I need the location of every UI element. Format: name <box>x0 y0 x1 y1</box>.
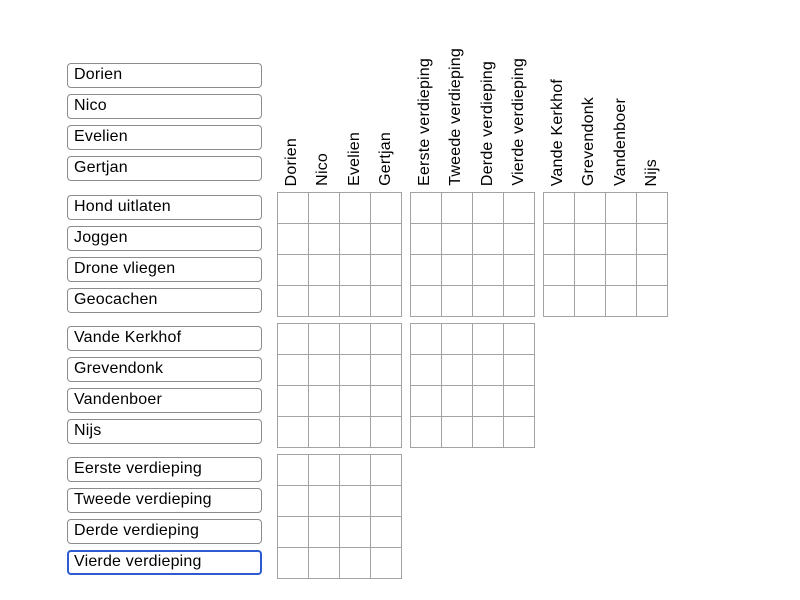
grid-cell[interactable] <box>473 255 503 285</box>
grid-cell[interactable] <box>606 255 636 285</box>
grid-cell[interactable] <box>575 193 605 223</box>
grid-cell[interactable] <box>411 255 441 285</box>
grid-row-activities <box>277 192 668 317</box>
row-label-input[interactable] <box>67 419 262 444</box>
grid-cell[interactable] <box>278 455 308 485</box>
column-header-label: Gertjan <box>376 132 394 186</box>
column-header-cell <box>277 138 308 186</box>
column-header-group-floors <box>410 48 535 186</box>
column-header-cell <box>543 79 574 186</box>
grid-cell[interactable] <box>278 193 308 223</box>
grid-cell[interactable] <box>637 224 667 254</box>
grid-cell[interactable] <box>340 417 370 447</box>
row-label-input[interactable] <box>67 226 262 251</box>
grid-cell[interactable] <box>606 286 636 316</box>
grid-cell[interactable] <box>371 286 401 316</box>
grid-cell[interactable] <box>473 224 503 254</box>
row-label-input[interactable] <box>67 94 262 119</box>
column-header-label: Derde verdieping <box>478 60 496 186</box>
column-header-label: Vande Kerkhof <box>549 78 567 186</box>
row-label-input[interactable] <box>67 288 262 313</box>
grid-cell[interactable] <box>340 517 370 547</box>
grid-cell[interactable] <box>278 355 308 385</box>
grid-cell[interactable] <box>504 386 534 416</box>
grid-cell[interactable] <box>371 355 401 385</box>
grid-cell[interactable] <box>371 324 401 354</box>
grid-cell[interactable] <box>442 386 472 416</box>
column-header-cell <box>574 97 605 186</box>
grid-cell[interactable] <box>411 386 441 416</box>
grid-cell[interactable] <box>340 286 370 316</box>
grid-cell[interactable] <box>504 355 534 385</box>
grid-cell[interactable] <box>340 486 370 516</box>
grid-cell[interactable] <box>340 193 370 223</box>
column-header-cell <box>441 48 472 186</box>
grid-cell[interactable] <box>637 255 667 285</box>
grid-cell[interactable] <box>544 255 574 285</box>
grid-cell[interactable] <box>473 355 503 385</box>
row-label-input[interactable] <box>67 519 262 544</box>
column-header-label: Nico <box>314 153 332 186</box>
row-label-column-surnames <box>67 323 262 448</box>
grid-activities-x-surnames <box>543 192 668 317</box>
grid-cell[interactable] <box>340 548 370 578</box>
row-label-input[interactable] <box>67 326 262 351</box>
logic-grid-puzzle <box>67 15 668 579</box>
grid-cell[interactable] <box>309 517 339 547</box>
column-header-cell <box>308 153 339 186</box>
grid-cell[interactable] <box>473 193 503 223</box>
row-band-surnames <box>67 323 668 448</box>
grid-cell[interactable] <box>309 417 339 447</box>
grid-cell[interactable] <box>411 286 441 316</box>
grid-cell[interactable] <box>544 193 574 223</box>
row-label-input[interactable] <box>67 357 262 382</box>
row-band-floors <box>67 454 668 579</box>
grid-cell[interactable] <box>278 548 308 578</box>
grid-cell[interactable] <box>309 324 339 354</box>
grid-cell[interactable] <box>473 286 503 316</box>
grid-cell[interactable] <box>371 486 401 516</box>
grid-cell[interactable] <box>637 286 667 316</box>
column-header-cell <box>371 132 402 186</box>
column-header-label: Dorien <box>283 137 301 186</box>
grid-cell[interactable] <box>309 548 339 578</box>
column-header-label: Vierde verdieping <box>509 58 527 186</box>
grid-cell[interactable] <box>278 386 308 416</box>
row-label-input[interactable] <box>67 388 262 413</box>
grid-cell[interactable] <box>309 255 339 285</box>
grid-cell[interactable] <box>371 517 401 547</box>
grid-cell[interactable] <box>340 324 370 354</box>
grid-surnames-x-floors <box>410 323 535 448</box>
column-header-cell <box>473 61 504 186</box>
column-header-label: Nijs <box>642 158 660 186</box>
column-header-label: Tweede verdieping <box>447 48 465 186</box>
grid-cell[interactable] <box>340 255 370 285</box>
grid-cell[interactable] <box>575 255 605 285</box>
grid-cell[interactable] <box>309 224 339 254</box>
top-left-label-column <box>67 63 262 181</box>
row-label-input[interactable] <box>67 550 262 575</box>
grid-cell[interactable] <box>504 324 534 354</box>
grid-cell[interactable] <box>504 193 534 223</box>
grid-cell[interactable] <box>278 417 308 447</box>
row-label-input[interactable] <box>67 195 262 220</box>
grid-cell[interactable] <box>473 324 503 354</box>
grid-cell[interactable] <box>575 224 605 254</box>
grid-cell[interactable] <box>371 455 401 485</box>
grid-cell[interactable] <box>309 286 339 316</box>
row-label-input[interactable] <box>67 457 262 482</box>
column-header-cell <box>410 58 441 186</box>
grid-cell[interactable] <box>278 324 308 354</box>
grid-cell[interactable] <box>371 255 401 285</box>
grid-cell[interactable] <box>473 386 503 416</box>
column-header-label: Grevendonk <box>580 96 598 186</box>
grid-cell[interactable] <box>309 386 339 416</box>
grid-cell[interactable] <box>371 224 401 254</box>
grid-cell[interactable] <box>442 286 472 316</box>
grid-cell[interactable] <box>411 324 441 354</box>
grid-cell[interactable] <box>442 255 472 285</box>
grid-cell[interactable] <box>504 255 534 285</box>
grid-row-surnames <box>277 323 535 448</box>
grid-cell[interactable] <box>411 193 441 223</box>
grid-activities-x-names <box>277 192 402 317</box>
row-label-input[interactable] <box>67 257 262 282</box>
grid-cell[interactable] <box>606 193 636 223</box>
grid-cell[interactable] <box>340 386 370 416</box>
grid-cell[interactable] <box>371 386 401 416</box>
column-header-group-surnames <box>543 48 668 186</box>
grid-cell[interactable] <box>544 224 574 254</box>
grid-cell[interactable] <box>442 355 472 385</box>
column-header-label: Evelien <box>345 132 363 186</box>
row-label-input[interactable] <box>67 156 262 181</box>
grid-cell[interactable] <box>442 224 472 254</box>
grid-cell[interactable] <box>309 486 339 516</box>
grid-cell[interactable] <box>473 417 503 447</box>
grid-cell[interactable] <box>371 548 401 578</box>
grid-cell[interactable] <box>278 286 308 316</box>
column-headers <box>277 48 668 186</box>
row-label-input[interactable] <box>67 125 262 150</box>
grid-cell[interactable] <box>278 255 308 285</box>
grid-cell[interactable] <box>309 193 339 223</box>
grid-cell[interactable] <box>309 455 339 485</box>
row-band-activities <box>67 192 668 317</box>
column-header-cell <box>504 58 535 186</box>
column-header-label: Eerste verdieping <box>416 58 434 186</box>
column-header-label: Vandenboer <box>611 98 629 186</box>
grid-cell[interactable] <box>278 486 308 516</box>
grid-cell[interactable] <box>504 286 534 316</box>
grid-cell[interactable] <box>606 224 636 254</box>
column-header-cell <box>606 98 637 186</box>
row-label-column-activities <box>67 192 262 317</box>
row-label-input[interactable] <box>67 63 262 88</box>
column-header-group-names <box>277 48 402 186</box>
grid-surnames-x-names <box>277 323 402 448</box>
grid-cell[interactable] <box>340 455 370 485</box>
grid-row-floors <box>277 454 402 579</box>
grid-cell[interactable] <box>637 193 667 223</box>
grid-cell[interactable] <box>442 193 472 223</box>
grid-cell[interactable] <box>504 417 534 447</box>
grid-cell[interactable] <box>309 355 339 385</box>
grid-cell[interactable] <box>442 324 472 354</box>
column-header-cell <box>637 159 668 186</box>
grid-cell[interactable] <box>340 224 370 254</box>
row-label-input[interactable] <box>67 488 262 513</box>
grid-floors-x-names <box>277 454 402 579</box>
grid-cell[interactable] <box>278 517 308 547</box>
grid-cell[interactable] <box>371 193 401 223</box>
grid-cell[interactable] <box>411 355 441 385</box>
grid-activities-x-floors <box>410 192 535 317</box>
grid-cell[interactable] <box>371 417 401 447</box>
row-label-column-floors <box>67 454 262 579</box>
grid-cell[interactable] <box>575 286 605 316</box>
grid-cell[interactable] <box>411 417 441 447</box>
grid-cell[interactable] <box>340 355 370 385</box>
grid-cell[interactable] <box>442 417 472 447</box>
grid-cell[interactable] <box>504 224 534 254</box>
header-row <box>67 15 668 188</box>
grid-cell[interactable] <box>278 224 308 254</box>
grid-cell[interactable] <box>544 286 574 316</box>
column-header-cell <box>340 132 371 186</box>
grid-cell[interactable] <box>411 224 441 254</box>
